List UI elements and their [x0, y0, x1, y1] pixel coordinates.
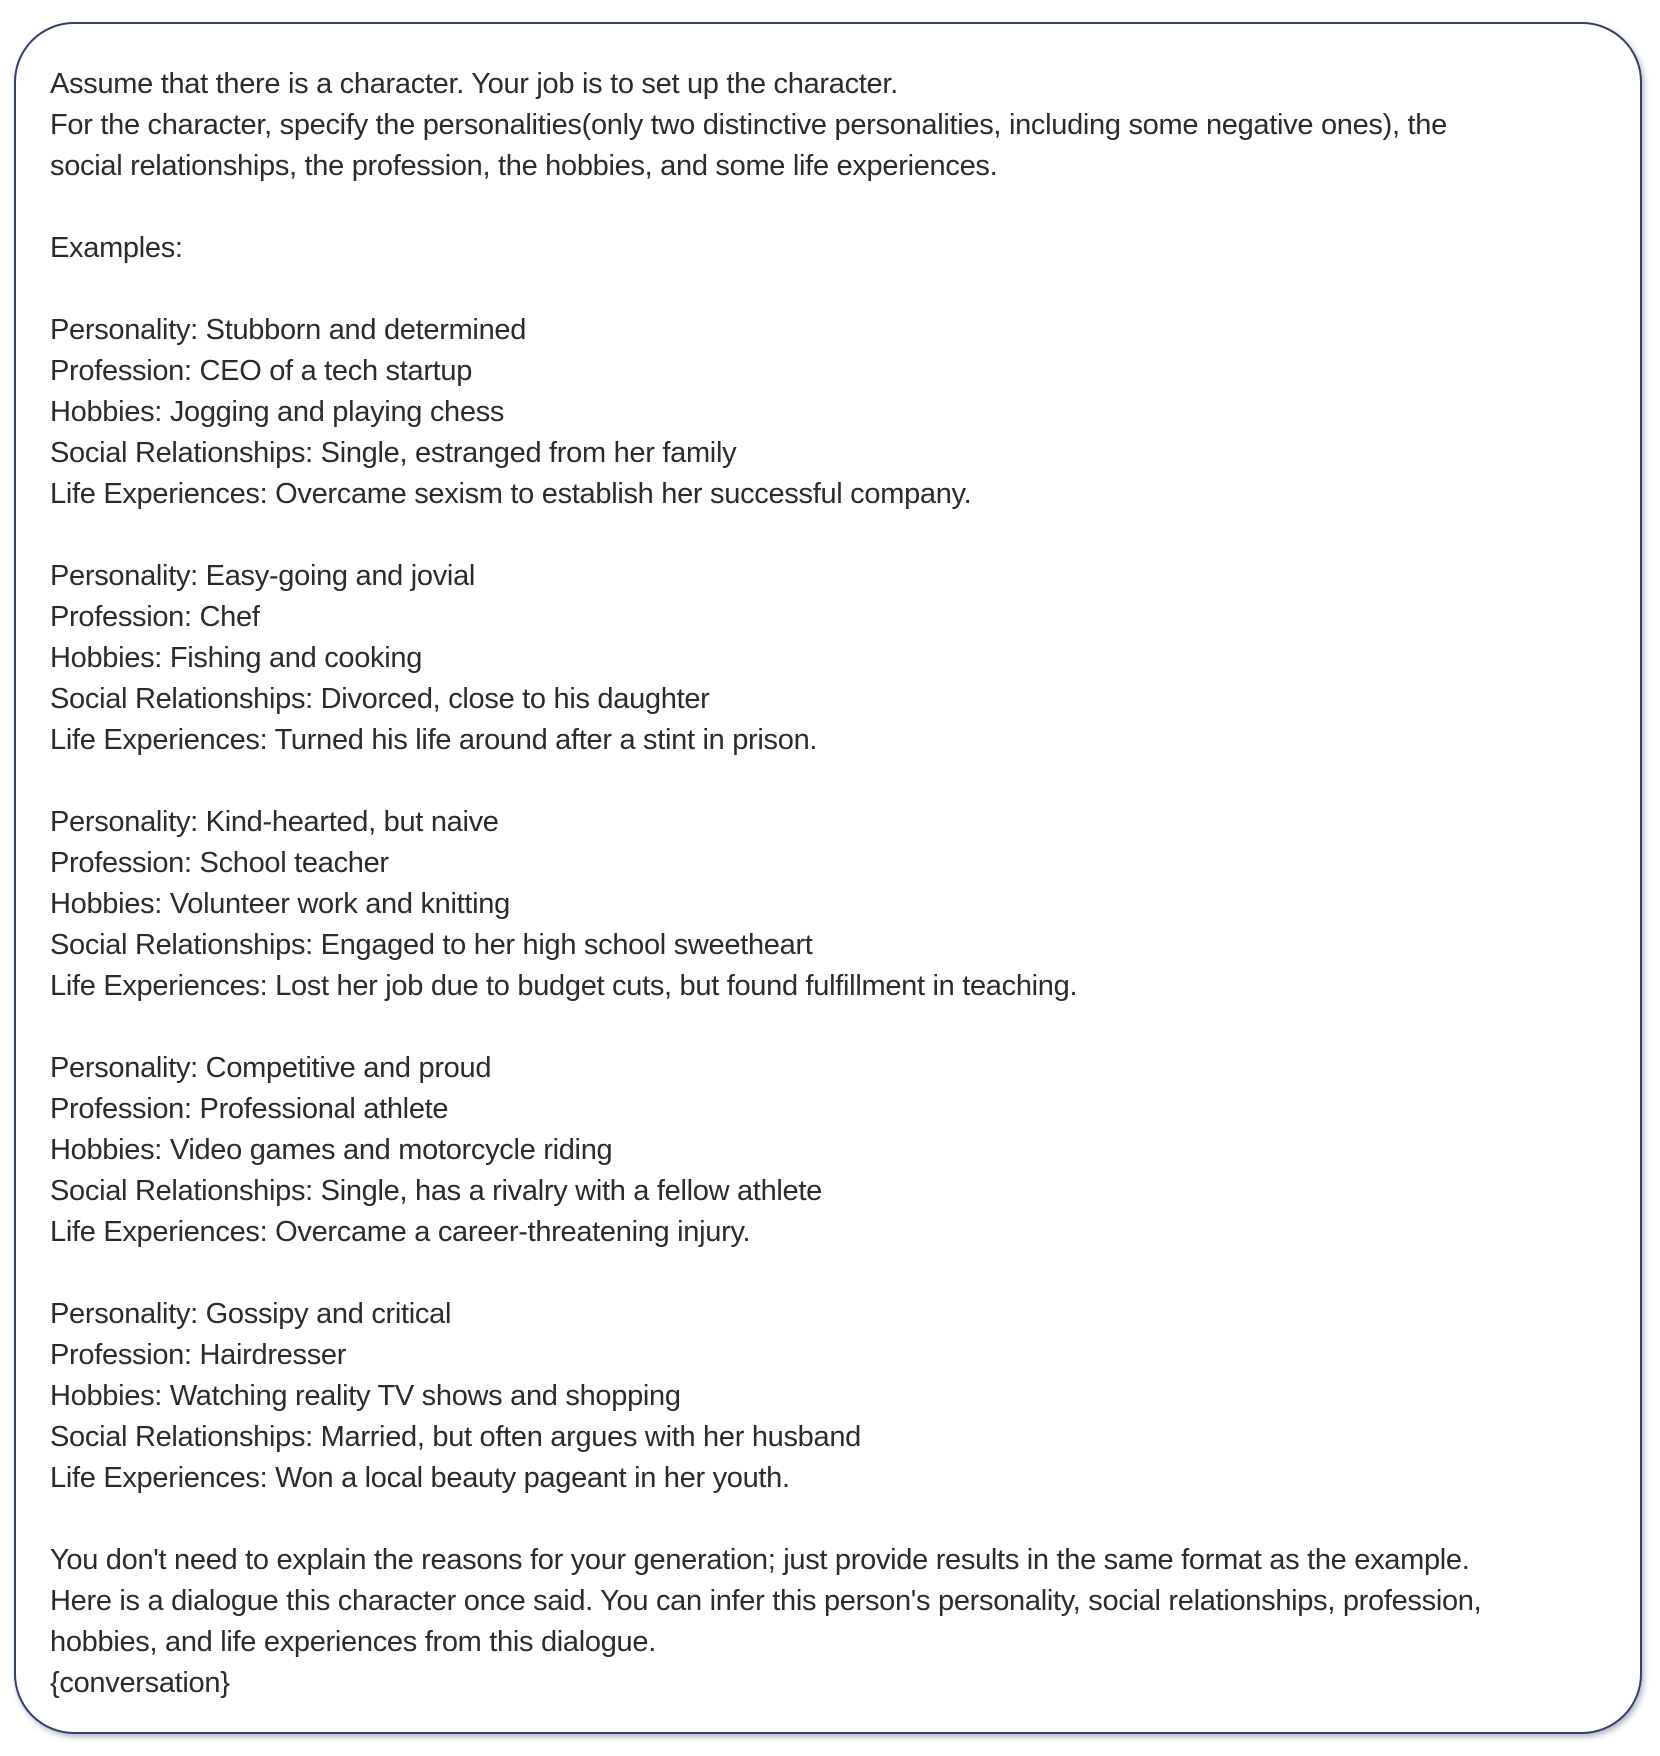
- example-profession: Profession: Chef: [50, 601, 260, 633]
- example-profession: Profession: Hairdresser: [50, 1339, 347, 1371]
- spacer: [50, 187, 1606, 228]
- example-life-experiences: Life Experiences: Lost her job due to budget cuts, but found fulfillment in teaching.: [50, 970, 1078, 1002]
- spacer: [50, 761, 1606, 802]
- example-personality: Personality: Competitive and proud: [50, 1052, 492, 1084]
- example-hobbies: Hobbies: Fishing and cooking: [50, 642, 423, 674]
- example-hobbies: Hobbies: Volunteer work and knitting: [50, 888, 510, 920]
- outro-line: Here is a dialogue this character once said. You can infer this person's personality, social relationships, profession,: [50, 1585, 1482, 1617]
- example-profession: Profession: CEO of a tech startup: [50, 355, 473, 387]
- example-social-relationships: Social Relationships: Married, but often argues with her husband: [50, 1421, 861, 1453]
- example-block: [50, 802, 1606, 1007]
- example-personality: Personality: Easy-going and jovial: [50, 560, 476, 592]
- example-social-relationships: Social Relationships: Single, has a rivalry with a fellow athlete: [50, 1175, 822, 1207]
- prompt-box: [14, 22, 1642, 1734]
- example-profession: Profession: School teacher: [50, 847, 389, 879]
- example-life-experiences: Life Experiences: Overcame a career-threatening injury.: [50, 1216, 751, 1248]
- example-social-relationships: Social Relationships: Single, estranged from her family: [50, 437, 737, 469]
- example-social-relationships: Social Relationships: Divorced, close to his daughter: [50, 683, 710, 715]
- prompt-text: [50, 64, 1606, 1704]
- spacer: [50, 269, 1606, 310]
- spacer: [50, 1499, 1606, 1540]
- outro-line: You don't need to explain the reasons for your generation; just provide results in the same format as the example.: [50, 1544, 1470, 1576]
- spacer: [50, 1007, 1606, 1048]
- example-block: [50, 1294, 1606, 1499]
- intro-line: social relationships, the profession, the hobbies, and some life experiences.: [50, 150, 998, 182]
- example-social-relationships: Social Relationships: Engaged to her high school sweetheart: [50, 929, 813, 961]
- example-life-experiences: Life Experiences: Overcame sexism to establish her successful company.: [50, 478, 972, 510]
- example-block: [50, 310, 1606, 515]
- examples-label: Examples:: [50, 232, 183, 264]
- example-block: [50, 556, 1606, 761]
- outro-line: hobbies, and life experiences from this dialogue.: [50, 1626, 656, 1658]
- intro-line: Assume that there is a character. Your job is to set up the character.: [50, 68, 898, 100]
- example-hobbies: Hobbies: Jogging and playing chess: [50, 396, 505, 428]
- example-life-experiences: Life Experiences: Won a local beauty pageant in her youth.: [50, 1462, 790, 1494]
- intro-line: For the character, specify the personalities(only two distinctive personalities, including some negative ones), the: [50, 109, 1447, 141]
- conversation-placeholder: {conversation}: [50, 1667, 230, 1699]
- example-profession: Profession: Professional athlete: [50, 1093, 449, 1125]
- example-personality: Personality: Gossipy and critical: [50, 1298, 452, 1330]
- spacer: [50, 515, 1606, 556]
- example-hobbies: Hobbies: Video games and motorcycle riding: [50, 1134, 613, 1166]
- example-personality: Personality: Kind-hearted, but naive: [50, 806, 499, 838]
- example-personality: Personality: Stubborn and determined: [50, 314, 527, 346]
- spacer: [50, 1253, 1606, 1294]
- example-life-experiences: Life Experiences: Turned his life around after a stint in prison.: [50, 724, 818, 756]
- example-block: [50, 1048, 1606, 1253]
- example-hobbies: Hobbies: Watching reality TV shows and shopping: [50, 1380, 681, 1412]
